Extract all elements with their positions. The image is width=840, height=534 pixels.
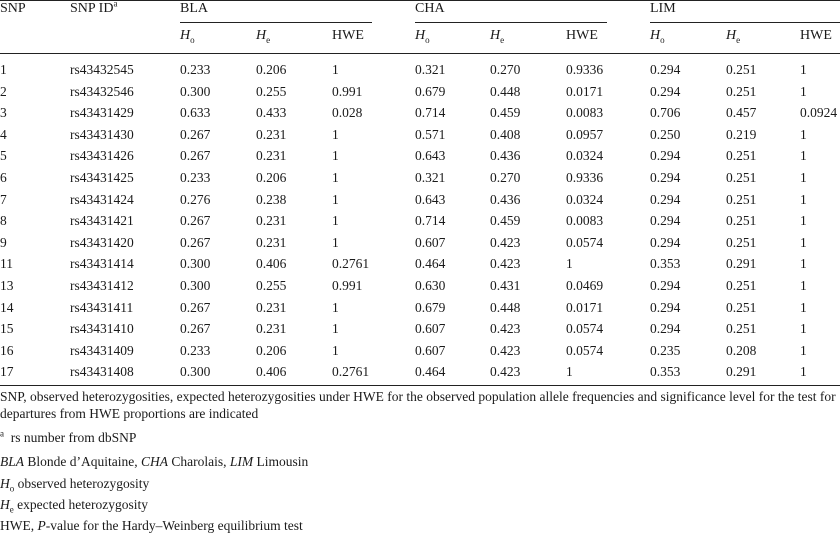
table-cell-value: 0.251: [726, 191, 757, 207]
table-cell-value: 0.436: [490, 148, 521, 164]
table-cell-value: 0.679: [415, 83, 446, 99]
hwe-p: P: [37, 518, 46, 533]
table-cell-snp: 9: [0, 234, 7, 250]
table-cell-value: 0.267: [180, 148, 211, 164]
table-cell-value: 0.459: [490, 105, 521, 121]
table-cell-value: 0.423: [490, 234, 521, 250]
table-cell-value: 0.267: [180, 126, 211, 142]
table-cell-value: 0.233: [180, 62, 211, 77]
subheader-symbol: H: [726, 28, 737, 43]
table-cell-snp: 3: [0, 105, 7, 121]
table-cell-value: 0.459: [490, 213, 521, 229]
table-cell-value: 0.423: [490, 342, 521, 358]
table-cell-snp: 2: [0, 83, 7, 99]
footnote-ho: [0, 475, 149, 492]
subheader-bla-ho: [180, 28, 195, 44]
table-cell-value: 0.267: [180, 213, 211, 229]
subheader-symbol: H: [650, 28, 661, 43]
table-cell-snp-id: rs43431411: [70, 299, 134, 315]
table-cell-snp: 1: [0, 62, 7, 77]
subheader-cha-ho: [415, 28, 430, 44]
table-cell-value: 0.353: [650, 256, 681, 272]
table-cell-value: 0.235: [650, 342, 681, 358]
table-cell-value: 0.714: [415, 213, 446, 229]
table-cell-value: 1: [332, 299, 339, 315]
table-cell-value: 0.457: [726, 105, 757, 121]
table-cell-value: 1: [332, 126, 339, 142]
header-bottom-rule: [0, 53, 840, 54]
table-cell-value: 0.2761: [332, 364, 370, 380]
footnote-abbreviations: [0, 453, 308, 470]
table-cell-value: 0.231: [256, 148, 287, 164]
table-cell-value: 1: [800, 62, 807, 77]
he-symbol: H: [0, 497, 10, 512]
abbr-lim: LIM: [229, 454, 254, 469]
subheader-lim-he: [726, 28, 740, 44]
table-cell-value: 1: [800, 342, 807, 358]
table-cell-snp-id: rs43431408: [70, 364, 134, 380]
table-cell-snp-id: rs43431412: [70, 278, 134, 293]
table-cell-value: 0.294: [650, 191, 681, 207]
ho-subscript: o: [9, 483, 15, 494]
he-subscript: e: [9, 504, 14, 515]
table-cell-value: 0.251: [726, 299, 757, 315]
table-cell-value: 0.255: [256, 83, 287, 99]
abbr-lim-text: Limousin: [256, 454, 309, 469]
table-cell-value: 0.991: [332, 83, 363, 99]
table-cell-value: 0.464: [415, 256, 446, 272]
table-cell-snp-id: rs43431409: [70, 342, 134, 358]
table-cell-value: 0.448: [490, 299, 521, 315]
table-cell-value: 0.251: [726, 321, 757, 337]
table-cell-value: 0.630: [415, 278, 446, 293]
table-cell-value: 0.231: [256, 234, 287, 250]
ho-symbol: H: [0, 476, 10, 491]
table-cell-value: 0.233: [180, 342, 211, 358]
table-cell-snp: 15: [0, 321, 14, 337]
header-snp-id: [70, 1, 117, 17]
table-cell-value: 0.294: [650, 234, 681, 250]
table-cell-value: 0.0574: [566, 321, 604, 337]
table-cell-value: 1: [800, 256, 807, 272]
cha-group-rule: [415, 22, 607, 23]
table-cell-snp-id: rs43431425: [70, 170, 134, 185]
table-cell-value: 0.294: [650, 62, 681, 77]
table-bottom-rule: [0, 385, 840, 386]
table-cell-snp-id: rs43431424: [70, 191, 134, 207]
abbr-cha-text: Charolais,: [171, 454, 227, 469]
table-cell-value: 1: [800, 126, 807, 142]
footnote-he: [0, 496, 148, 513]
table-cell-value: 0.291: [726, 364, 757, 380]
table-cell-value: 0.9336: [566, 62, 604, 77]
table-cell-value: 0.408: [490, 126, 521, 142]
table-cell-value: 0.300: [180, 83, 211, 99]
table-cell-value: 0.423: [490, 321, 521, 337]
table-cell-value: 0.423: [490, 364, 521, 380]
table-cell-snp: 14: [0, 299, 14, 315]
table-cell-snp-id: rs43431414: [70, 256, 134, 272]
table-cell-value: 1: [332, 148, 339, 164]
table-cell-value: 0.991: [332, 278, 363, 293]
table-cell-value: 0.0574: [566, 234, 604, 250]
table-cell-value: 0.270: [490, 62, 521, 77]
table-cell-value: 1: [332, 170, 339, 185]
subheader-cha-hwe: HWE: [566, 28, 598, 43]
table-cell-value: 0.294: [650, 170, 681, 185]
table-cell-value: 0.251: [726, 62, 757, 77]
table-cell-snp-id: rs43431430: [70, 126, 134, 142]
footnote-a-mark: a: [0, 428, 4, 439]
table-cell-snp: 8: [0, 213, 7, 229]
table-cell-value: 1: [800, 83, 807, 99]
subheader-subscript: o: [660, 34, 665, 45]
table-cell-value: 0.300: [180, 256, 211, 272]
table-cell-snp-id: rs43432545: [70, 62, 134, 77]
header-snp-id-sup: a: [113, 0, 118, 9]
table-cell-value: 0.464: [415, 364, 446, 380]
table-cell-value: 0.294: [650, 213, 681, 229]
table-cell-value: 0.406: [256, 256, 287, 272]
table-cell-snp: 6: [0, 170, 7, 185]
table-cell-snp-id: rs43431421: [70, 213, 134, 229]
table-cell-value: 0.231: [256, 299, 287, 315]
hwe-prefix: HWE,: [0, 518, 35, 533]
table-cell-value: 0.406: [256, 364, 287, 380]
table-cell-value: 0.251: [726, 148, 757, 164]
table-cell-value: 1: [566, 364, 573, 380]
table-cell-value: 1: [332, 191, 339, 207]
table-cell-snp: 4: [0, 126, 7, 142]
table-cell-value: 0.0083: [566, 105, 604, 121]
table-cell-snp: 17: [0, 364, 14, 380]
table-cell-value: 1: [332, 62, 339, 77]
table-cell-value: 1: [566, 256, 573, 272]
table-cell-snp: 16: [0, 342, 14, 358]
subheader-cha-he: [490, 28, 504, 44]
table-cell-value: 0.206: [256, 342, 287, 358]
table-cell-snp-id: rs43431410: [70, 321, 134, 337]
table-cell-value: 1: [332, 213, 339, 229]
table-cell-value: 0.0171: [566, 83, 604, 99]
table-cell-value: 1: [800, 299, 807, 315]
table-cell-value: 0.208: [726, 342, 757, 358]
lim-group-rule: [650, 22, 840, 23]
table-cell-snp: 7: [0, 191, 7, 207]
table-cell-value: 0.206: [256, 62, 287, 77]
table-cell-value: 0.0469: [566, 278, 604, 293]
table-cell-snp-id: rs43431420: [70, 234, 134, 250]
table-cell-value: 0.294: [650, 278, 681, 293]
table-cell-value: 1: [800, 213, 807, 229]
table-cell-value: 0.448: [490, 83, 521, 99]
table-cell-value: 0.267: [180, 234, 211, 250]
subheader-subscript: e: [500, 34, 505, 45]
table-cell-value: 0.433: [256, 105, 287, 121]
table-cell-value: 0.679: [415, 299, 446, 315]
header-group-cha: CHA: [415, 1, 445, 16]
table-cell-value: 1: [332, 342, 339, 358]
table-cell-value: 0.231: [256, 126, 287, 142]
table-cell-value: 0.231: [256, 213, 287, 229]
table-cell-value: 0.294: [650, 83, 681, 99]
table-cell-value: 1: [800, 148, 807, 164]
subheader-bla-he: [256, 28, 270, 44]
abbr-cha: CHA: [141, 454, 168, 469]
header-group-bla: BLA: [180, 1, 208, 16]
table-cell-value: 0.206: [256, 170, 287, 185]
he-text: expected heterozygosity: [17, 497, 148, 512]
table-cell-value: 1: [800, 170, 807, 185]
table-cell-value: 0.2761: [332, 256, 370, 272]
abbr-bla: BLA: [0, 454, 25, 469]
table-cell-value: 0.270: [490, 170, 521, 185]
table-cell-value: 1: [332, 321, 339, 337]
table-cell-snp: 11: [0, 256, 13, 272]
table-cell-value: 1: [800, 234, 807, 250]
table-cell-value: 0.706: [650, 105, 681, 121]
table-cell-snp-id: rs43432546: [70, 83, 134, 99]
table-cell-value: 0.353: [650, 364, 681, 380]
table-cell-value: 0.9336: [566, 170, 604, 185]
table-cell-value: 0.233: [180, 170, 211, 185]
table-cell-value: 0.436: [490, 191, 521, 207]
table-cell-value: 0.607: [415, 321, 446, 337]
table-cell-value: 0.607: [415, 342, 446, 358]
header-group-lim: LIM: [650, 1, 676, 16]
subheader-bla-hwe: HWE: [332, 28, 364, 43]
table-cell-value: 0.0324: [566, 191, 604, 207]
footnote-caption: SNP, observed heterozygosities, expected heterozygosities under HWE for the observed population allele frequencies and significance level for the test for departures from HWE proportions are indicated: [0, 389, 836, 421]
subheader-subscript: o: [425, 34, 430, 45]
table-cell-value: 1: [800, 321, 807, 337]
table-cell-value: 0.300: [180, 364, 211, 380]
header-snp: SNP: [0, 1, 26, 16]
table-cell-value: 0.251: [726, 213, 757, 229]
subheader-lim-hwe: HWE: [800, 28, 832, 43]
table-cell-snp-id: rs43431426: [70, 148, 134, 164]
table-cell-value: 0.219: [726, 126, 757, 142]
subheader-subscript: o: [190, 34, 195, 45]
table-cell-value: 0.267: [180, 321, 211, 337]
table-cell-value: 0.300: [180, 278, 211, 293]
table-cell-value: 0.0924: [800, 105, 838, 121]
subheader-subscript: e: [266, 34, 271, 45]
table-cell-value: 0.238: [256, 191, 287, 207]
subheader-subscript: e: [736, 34, 741, 45]
table-cell-value: 0.294: [650, 321, 681, 337]
table-cell-value: 1: [800, 278, 807, 293]
table-cell-value: 0.250: [650, 126, 681, 142]
table-cell-value: 0.251: [726, 170, 757, 185]
table-cell-snp: 5: [0, 148, 7, 164]
table-cell-value: 0.643: [415, 148, 446, 164]
table-cell-value: 0.643: [415, 191, 446, 207]
table-cell-value: 1: [332, 234, 339, 250]
subheader-symbol: H: [256, 28, 267, 43]
table-cell-value: 1: [800, 191, 807, 207]
table-cell-value: 0.251: [726, 234, 757, 250]
table-cell-snp: 13: [0, 278, 14, 293]
table-cell-value: 0.028: [332, 105, 363, 121]
ho-text: observed heterozygosity: [17, 476, 150, 491]
table-cell-value: 0.423: [490, 256, 521, 272]
table-cell-value: 0.294: [650, 148, 681, 164]
bla-group-rule: [180, 22, 372, 23]
footnote-a: [0, 429, 136, 446]
table-cell-value: 0.251: [726, 278, 757, 293]
subheader-symbol: H: [180, 28, 191, 43]
table-cell-value: 0.0324: [566, 148, 604, 164]
table-cell-value: 0.276: [180, 191, 211, 207]
table-cell-value: 0.571: [415, 126, 446, 142]
table-cell-value: 0.267: [180, 299, 211, 315]
table-cell-value: 0.714: [415, 105, 446, 121]
subheader-symbol: H: [490, 28, 501, 43]
table-cell-value: 0.231: [256, 321, 287, 337]
table-cell-value: 0.251: [726, 83, 757, 99]
table-cell-value: 0.321: [415, 62, 446, 77]
table-cell-value: 0.607: [415, 234, 446, 250]
hwe-text: -value for the Hardy–Weinberg equilibrium test: [45, 518, 303, 533]
table-cell-value: 0.255: [256, 278, 287, 293]
table-cell-value: 0.633: [180, 105, 211, 121]
footnote-hwe: [0, 517, 303, 534]
table-cell-value: 0.321: [415, 170, 446, 185]
table-cell-value: 0.0171: [566, 299, 604, 315]
table-cell-value: 0.0957: [566, 126, 604, 142]
table-cell-value: 0.294: [650, 299, 681, 315]
table-cell-value: 0.431: [490, 278, 521, 293]
table-cell-value: 1: [800, 364, 807, 380]
abbr-bla-text: Blonde d’Aquitaine,: [27, 454, 138, 469]
table-cell-value: 0.0574: [566, 342, 604, 358]
subheader-lim-ho: [650, 28, 665, 44]
footnote-a-text: rs number from dbSNP: [10, 430, 137, 445]
subheader-symbol: H: [415, 28, 426, 43]
table-cell-value: 0.291: [726, 256, 757, 272]
table-cell-snp-id: rs43431429: [70, 105, 134, 121]
header-snp-id-label: SNP ID: [70, 1, 114, 16]
table-cell-value: 0.0083: [566, 213, 604, 229]
